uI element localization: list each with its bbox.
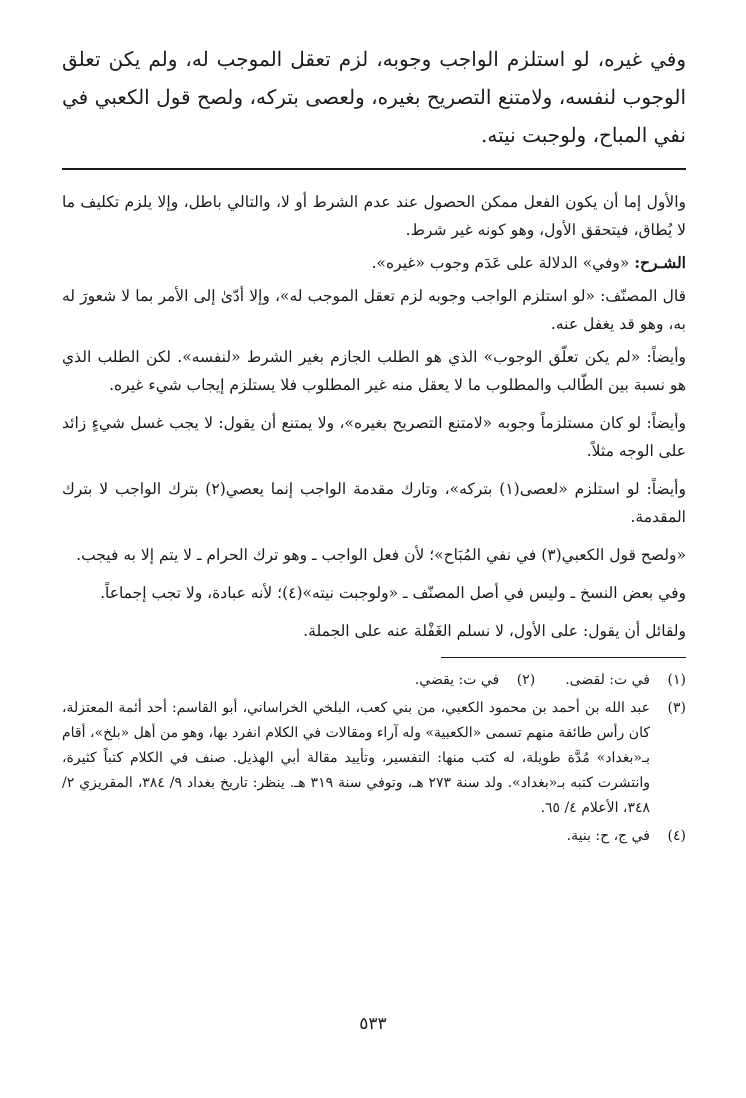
commentary-paragraph-2-text: «وفي» الدلالة على عَدَم وجوب «غيره». <box>371 254 630 272</box>
footnote-number: (٣) <box>667 700 686 716</box>
footnote-text: في ج، ح: بنية. <box>566 828 650 844</box>
footnote-2 <box>415 668 535 693</box>
footnote-3 <box>62 696 686 821</box>
footnote-number: (١) <box>667 672 686 688</box>
commentary-paragraph-8: وفي بعض النسخ ـ وليس في أصل المصنّف ـ «ولوجبت نيته»(٤)؛ لأنه عبادة، ولا تجب إجماعاً. <box>100 584 686 602</box>
footnote-text: في ت: يقضي. <box>414 672 500 688</box>
matn-text-block <box>62 40 686 154</box>
matn-paragraph: وفي غيره، لو استلزم الواجب وجوبه، لزم تعقل الموجب له، ولم يكن تعلق الوجوب لنفسه، ولامتنع التصريح بغيره، ولعصى بتركه، ولصح قول الكعبي في نفي المباح، ولوجبت نيته. <box>62 47 686 147</box>
page-content <box>62 40 686 852</box>
commentary-paragraph-5: وأيضاً: لو كان مستلزماً وجوبه «لامتنع التصريح بغيره»، ولا يمتنع أن يقول: لا يجب غسل شيءٍ زائد على الوجه مثلاً. <box>62 414 686 460</box>
commentary-paragraph-9: ولقائل أن يقول: على الأول، لا نسلم الغَفْلة عنه على الجملة. <box>303 622 686 640</box>
footnote-row-1-2 <box>62 668 686 693</box>
commentary-paragraph-3: قال المصنّف: «لو استلزم الواجب وجوبه لزم تعقل الموجب له»، وإلا أدّىٰ إلى الأمر بما لا شعورَ له به، وهو قد يغفل عنه. <box>62 287 686 333</box>
footnote-4 <box>62 824 686 849</box>
commentary-paragraph-2 <box>62 249 686 277</box>
commentary-paragraph-4: وأيضاً: «لم يكن تعلّق الوجوب» الذي هو الطلب الجازم بغير الشرط «لنفسه». لكن الطلب الذي هو نسبة بين الطّالب والمطلوب ما لا يعقل منه غير المطلوب فلا يستلزم إيجاب شيء غيره. <box>62 348 686 394</box>
sharh-label: الشـرح: <box>634 253 686 272</box>
footnote-text: في ت: لقضى. <box>565 672 650 688</box>
footnote-text: عبد الله بن أحمد بن محمود الكعبي، من بني كعب، البلخي الخراساني، أبو القاسم: أحد أئمة المعتزلة، كان رأس طائفة منهم تسمى «الكعبية» وله آراء ومقالات في الكلام انفرد بها، وهو من أهل «بلخ»، أقام بـ«بغداد» مُدَّة طويلة، له كتب منها: التفسير، وتأييد مقالة أبي الهذيل. صنف في الكلام كتباً كثيرة، وانتشرت كتبه بـ«بغداد». ولد سنة ٢٧٣ هـ، وتوفي سنة ٣١٩ هـ. ينظر: تاريخ بغداد ٩/ ٣٨٤، المقريزي ٢/ ٣٤٨، الأعلام ٤/ ٦٥. <box>62 700 651 816</box>
footnote-number: (٤) <box>667 828 686 844</box>
footnote-1 <box>565 668 686 693</box>
commentary-paragraph-6: وأيضاً: لو استلزم «لعصى(١) بتركه»، وتارك مقدمة الواجب إنما يعصي(٢) بترك الواجب لا بترك المقدمة. <box>62 480 686 526</box>
sharh-commentary-block <box>62 188 686 645</box>
commentary-paragraph-1: والأول إما أن يكون الفعل ممكن الحصول عند عدم الشرط أو لا، والتالي باطل، وإلا يلزم تكليف ما لا يُطاق، فيتحقق الأول، وهو كونه غير شرط. <box>62 193 686 239</box>
footnote-divider <box>441 657 686 658</box>
footnote-number: (٢) <box>516 672 536 688</box>
top-divider <box>62 168 686 170</box>
footnotes-block <box>62 668 686 849</box>
commentary-paragraph-7: «ولصح قول الكعبي(٣) في نفي المُبَاح»؛ لأن فعل الواجب ـ وهو ترك الحرام ـ لا يتم إلا به فيجب. <box>76 546 686 564</box>
page-number: ٥٣٣ <box>359 1014 387 1034</box>
